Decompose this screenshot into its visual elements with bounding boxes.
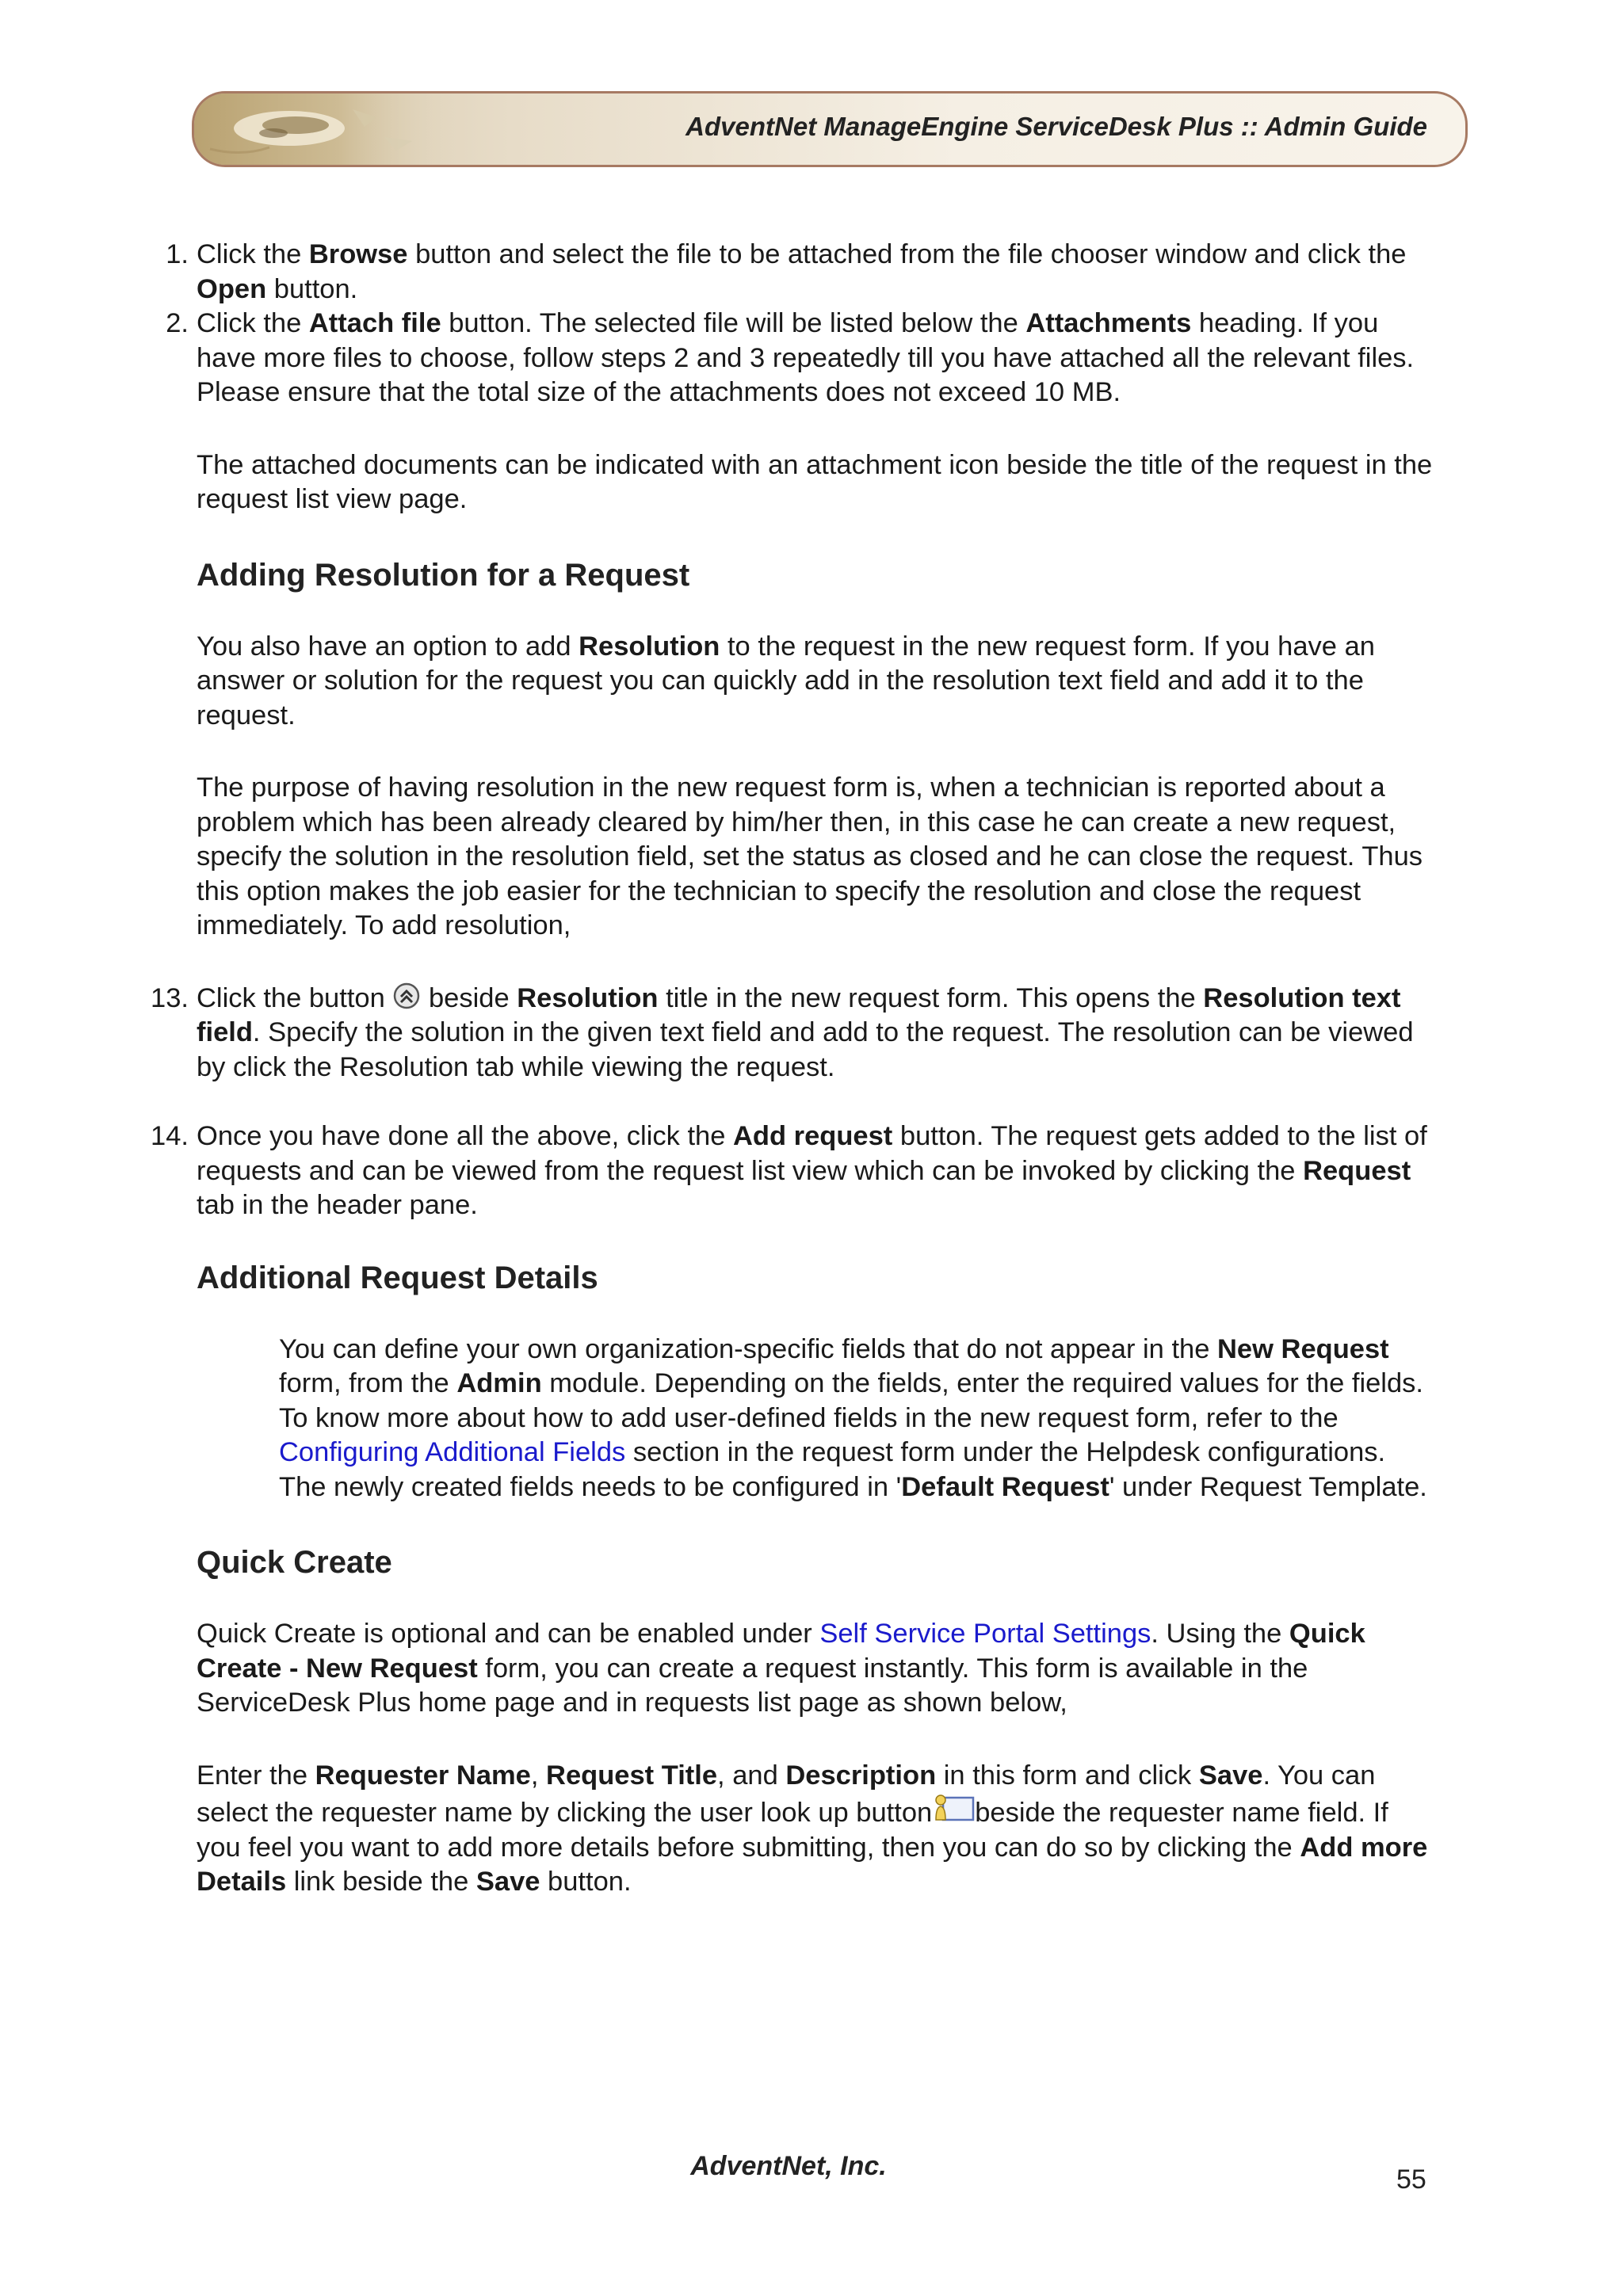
browse-label: Browse bbox=[308, 239, 408, 269]
list-item bbox=[151, 982, 1433, 1085]
text: . Specify the solution in the given text field and add to the request. The resolution can be viewed by click the Resolution tab while viewing the request. bbox=[197, 1017, 1414, 1082]
text: link beside the bbox=[286, 1867, 476, 1897]
list-item bbox=[151, 1119, 1433, 1223]
text: . You can select the requester name by clicking the user look up button bbox=[197, 1760, 1376, 1828]
add-more-details-label: Add more Details bbox=[197, 1832, 1428, 1897]
page-content bbox=[151, 238, 1433, 1900]
text: Click the bbox=[197, 239, 309, 269]
list-item-number: 2. bbox=[166, 308, 189, 338]
list-item-number: 14. bbox=[151, 1121, 189, 1151]
save-label: Save bbox=[475, 1867, 540, 1897]
attachments-label: Attachments bbox=[1025, 308, 1192, 338]
attach-file-label: Attach file bbox=[308, 308, 441, 338]
text: in this form and click bbox=[936, 1760, 1199, 1791]
text: You can define your own organization-specific fields that do not appear in the bbox=[279, 1333, 1218, 1364]
text: You also have an option to add bbox=[197, 631, 579, 662]
requester-paragraph bbox=[197, 1759, 1433, 1900]
text: heading. If you have more files to choose, follow steps 2 and 3 repeatedly till you have attached all the relevant files. Please ensure that the total size of the attachments does not exceed 10 MB. bbox=[197, 308, 1415, 407]
text: ' under Request Template. bbox=[1109, 1471, 1427, 1502]
request-tab-label: Request bbox=[1303, 1155, 1411, 1186]
configuring-additional-fields-link[interactable]: Configuring Additional Fields bbox=[279, 1437, 626, 1467]
resolution-label: Resolution bbox=[517, 982, 659, 1013]
open-label: Open bbox=[197, 273, 267, 304]
request-title-label: Request Title bbox=[546, 1760, 718, 1791]
text: to the request in the new request form. If you have an answer or solution for the request you can quickly add in the resolution text field and add it to the request. bbox=[197, 631, 1375, 730]
resolution-intro-paragraph bbox=[197, 630, 1433, 734]
text: section in the request form under the Helpdesk configurations. The newly created fields needs to be configured in ' bbox=[279, 1437, 1386, 1502]
header-banner bbox=[192, 91, 1468, 167]
attach-steps-list bbox=[166, 238, 1433, 410]
resolution-purpose-paragraph: The purpose of having resolution in the new request form is, when a technician is reported about a problem which has been already cleared by him/her then, in this case he can create a new request, specify the solution in the resolution field, set the status as closed and he can close the request. Thus this option makes the job easier for the technician to specify the resolution and close the request immediately. To add resolution, bbox=[197, 772, 1423, 940]
text: button. bbox=[266, 273, 358, 304]
list-item-number: 1. bbox=[166, 239, 189, 269]
document-title: AdventNet ManageEngine ServiceDesk Plus :: Admin Guide bbox=[685, 112, 1427, 141]
footer-company: AdventNet, Inc. bbox=[690, 2151, 887, 2181]
attached-note-paragraph: The attached documents can be indicated with an attachment icon beside the title of the request in the request list view page. bbox=[197, 449, 1433, 514]
text: module. Depending on the fields, enter the required values for the fields. To know more about how to add user-defined fields in the new request form, refer to the bbox=[279, 1368, 1423, 1433]
text: Enter the bbox=[197, 1760, 315, 1791]
resolution-label: Resolution bbox=[579, 631, 720, 662]
list-item bbox=[166, 238, 1433, 307]
resolution-text-field-label: Resolution text field bbox=[197, 982, 1401, 1047]
text: beside bbox=[421, 982, 517, 1013]
save-label: Save bbox=[1198, 1760, 1263, 1791]
header-decoration-image bbox=[194, 93, 456, 165]
expand-resolution-icon bbox=[392, 982, 421, 1010]
text: . Using the bbox=[1151, 1619, 1289, 1649]
text: Click the bbox=[197, 308, 309, 338]
text: tab in the header pane. bbox=[197, 1190, 478, 1220]
text: , and bbox=[717, 1760, 786, 1791]
quick-create-label: Quick Create - New Request bbox=[197, 1619, 1365, 1684]
self-service-portal-settings-link[interactable]: Self Service Portal Settings bbox=[819, 1619, 1151, 1649]
text: beside the requester name field. If you feel you want to add more details before submitting, then you can do so by clicking the bbox=[197, 1798, 1388, 1863]
text: button. The request gets added to the list of requests and can be viewed from the request list view which can be invoked by clicking the bbox=[197, 1121, 1427, 1186]
text: title in the new request form. This opens the bbox=[658, 982, 1204, 1013]
page-number: 55 bbox=[1396, 2164, 1426, 2195]
user-lookup-icon bbox=[932, 1793, 975, 1825]
description-label: Description bbox=[785, 1760, 937, 1791]
new-request-label: New Request bbox=[1217, 1333, 1389, 1364]
default-request-label: Default Request bbox=[901, 1471, 1109, 1502]
additional-details-paragraph bbox=[279, 1333, 1433, 1505]
resolution-steps-list bbox=[151, 982, 1433, 1223]
list-item-number: 13. bbox=[151, 982, 189, 1013]
quick-create-paragraph bbox=[197, 1617, 1433, 1721]
text: button and select the file to be attached from the file chooser window and click the bbox=[407, 239, 1407, 269]
section-heading-additional-details: Additional Request Details bbox=[197, 1260, 598, 1295]
admin-label: Admin bbox=[456, 1368, 542, 1398]
text: Once you have done all the above, click the bbox=[197, 1121, 734, 1151]
text: , bbox=[530, 1760, 547, 1791]
section-heading-resolution: Adding Resolution for a Request bbox=[197, 557, 690, 593]
text: form, from the bbox=[279, 1368, 457, 1398]
text: Quick Create is optional and can be enabled under bbox=[197, 1619, 820, 1649]
text: button. The selected file will be listed below the bbox=[441, 308, 1026, 338]
requester-name-label: Requester Name bbox=[315, 1760, 531, 1791]
section-heading-quick-create: Quick Create bbox=[197, 1545, 392, 1580]
add-request-label: Add request bbox=[733, 1121, 893, 1151]
text: Click the button bbox=[197, 982, 393, 1013]
text: button. bbox=[540, 1867, 632, 1897]
text: form, you can create a request instantly. This form is available in the ServiceDesk Plus home page and in requests list page as shown below, bbox=[197, 1653, 1308, 1718]
list-item bbox=[166, 307, 1433, 410]
